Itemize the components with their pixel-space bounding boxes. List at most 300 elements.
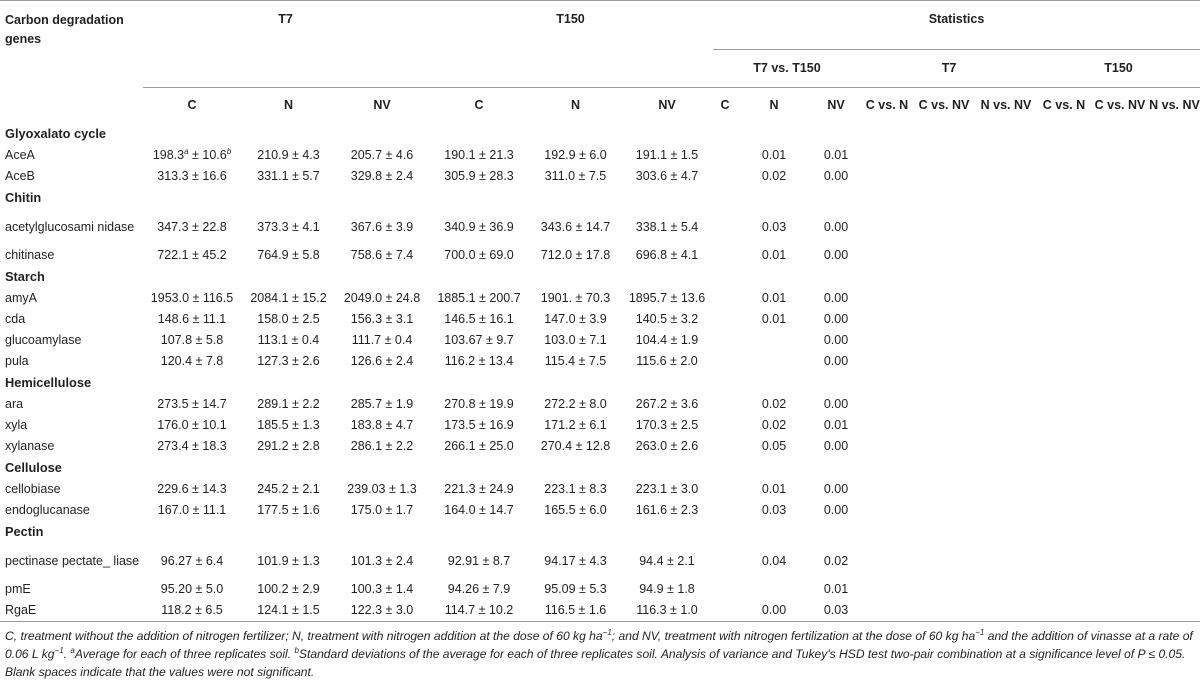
- cell-t150-n: 1901. ± 70.3: [540, 291, 611, 305]
- cell-t150-n: 165.5 ± 6.0: [544, 503, 607, 517]
- cell-t150-nv: 223.1 ± 3.0: [635, 482, 699, 496]
- stat-empty: [1091, 145, 1149, 166]
- cell-t7-n: 101.9 ± 1.3: [257, 553, 320, 568]
- footnote-marker-b: b: [226, 146, 232, 156]
- cell-t150-nv: 338.1 ± 5.4: [635, 219, 699, 234]
- cell-t7-nv: 285.7 ± 1.9: [350, 397, 414, 411]
- cell-t150-n: 147.0 ± 3.9: [544, 312, 607, 326]
- stat-empty: [1091, 479, 1149, 500]
- cell-t7-nv: 329.8 ± 2.4: [350, 169, 414, 183]
- stat-s-c: [713, 145, 737, 166]
- stat-empty: [861, 330, 913, 351]
- table-row: [0, 479, 1200, 500]
- stat-empty: [1037, 394, 1091, 415]
- stat-s-n: 0.01: [761, 312, 787, 326]
- header-t7: T7: [278, 12, 293, 26]
- cell-t150-nv: 116.3 ± 1.0: [636, 603, 698, 617]
- gene-name: pula: [5, 354, 29, 368]
- stat-s-nv: 0.03: [823, 603, 849, 617]
- stat-empty: [1091, 351, 1149, 372]
- stat-empty: [861, 436, 913, 457]
- subheader-t150-c: C: [428, 87, 530, 123]
- table-row: [0, 209, 1200, 245]
- stat-s-c: [713, 579, 737, 600]
- cell-t150-n: 311.0 ± 7.5: [544, 169, 607, 183]
- gene-name: AceB: [5, 169, 35, 183]
- cell-t7-nv: 183.8 ± 4.7: [350, 418, 414, 432]
- stat-empty: [1037, 330, 1091, 351]
- stat-empty: [975, 309, 1037, 330]
- stat-s-nv: 0.00: [823, 169, 849, 183]
- footnote-exponent: −1: [975, 627, 985, 637]
- stat-empty: [861, 166, 913, 187]
- stat-empty: [1149, 500, 1200, 521]
- cell-t150-c: 173.5 ± 16.9: [444, 418, 514, 432]
- cell-t7-c: 96.27 ± 6.4: [160, 553, 224, 568]
- stat-s-n: 0.02: [761, 169, 787, 183]
- cell-t7-n: 113.1 ± 0.4: [257, 333, 320, 347]
- table-row: [0, 500, 1200, 521]
- stat-s-n: 0.03: [761, 219, 787, 234]
- cell-t7-nv: 111.7 ± 0.4: [351, 333, 413, 347]
- gene-name: acetylglucosami nidase: [5, 219, 135, 234]
- cell-t7-c: 176.0 ± 10.1: [157, 418, 227, 432]
- cell-t150-n: 712.0 ± 17.8: [540, 248, 611, 262]
- cell-t7-n: 185.5 ± 1.3: [257, 418, 320, 432]
- stat-empty: [975, 245, 1037, 266]
- stat-s-n: [737, 579, 811, 600]
- stat-empty: [913, 288, 975, 309]
- subheader-t7-nv: NV: [336, 87, 428, 123]
- cell-t150-nv: 104.4 ± 1.9: [635, 333, 699, 347]
- stat-empty: [975, 330, 1037, 351]
- stat-empty: [975, 479, 1037, 500]
- group-title: Chitin: [5, 190, 42, 205]
- stat-empty: [1037, 351, 1091, 372]
- footnote-exponent: −1: [602, 627, 612, 637]
- stat-empty: [1037, 436, 1091, 457]
- stat-empty: [1149, 245, 1200, 266]
- stat-empty: [1037, 309, 1091, 330]
- stat-empty: [861, 543, 913, 579]
- stat-empty: [913, 436, 975, 457]
- cell-t7-n: 158.0 ± 2.5: [257, 312, 320, 326]
- gene-name: endoglucanase: [5, 503, 90, 517]
- cell-t150-nv: 191.1 ± 1.5: [635, 148, 699, 162]
- cell-t7-c: 313.3 ± 16.6: [157, 169, 227, 183]
- stat-empty: [1149, 600, 1200, 622]
- table-body: [0, 1, 1200, 622]
- cell-t7-c: 120.4 ± 7.8: [160, 354, 224, 368]
- cell-t150-nv: 696.8 ± 4.1: [635, 248, 699, 262]
- table-row: [0, 145, 1200, 166]
- cell-t7-n: 245.2 ± 2.1: [257, 482, 320, 496]
- stat-empty: [975, 600, 1037, 622]
- header-stat-t7: T7: [861, 49, 1037, 87]
- cell-t150-c: 92.91 ± 8.7: [447, 553, 511, 568]
- stat-s-nv: 0.01: [823, 582, 849, 596]
- stat-empty: [1149, 543, 1200, 579]
- stat-empty: [1149, 309, 1200, 330]
- gene-name: pectinase pectate_ liase: [5, 553, 140, 568]
- group-title: Starch: [5, 269, 45, 284]
- cell-t150-c: 270.8 ± 19.9: [444, 397, 514, 411]
- cell-t150-nv: 140.5 ± 3.2: [635, 312, 699, 326]
- stat-empty: [1091, 288, 1149, 309]
- table-row: [0, 166, 1200, 187]
- stat-s-c: [713, 330, 737, 351]
- cell-t150-nv: 170.3 ± 2.5: [635, 418, 699, 432]
- stat-empty: [1091, 579, 1149, 600]
- cell-t7-c: 229.6 ± 14.3: [157, 482, 227, 496]
- cell-t150-n: 171.2 ± 6.1: [544, 418, 607, 432]
- footnote-marker-b: b: [294, 645, 299, 655]
- stat-empty: [1091, 309, 1149, 330]
- cell-t150-nv: 115.6 ± 2.0: [636, 354, 698, 368]
- stat-empty: [1037, 415, 1091, 436]
- cell-t150-c: 700.0 ± 69.0: [444, 248, 514, 262]
- stat-empty: [1091, 330, 1149, 351]
- stat-empty: [913, 245, 975, 266]
- gene-name: cda: [5, 312, 26, 326]
- stat-s-n: 0.01: [761, 291, 787, 305]
- cell-t7-nv: 101.3 ± 2.4: [350, 553, 414, 568]
- subheader-stat-t7-c-vs-nv: C vs. NV: [913, 87, 975, 123]
- stat-empty: [913, 579, 975, 600]
- stat-empty: [1037, 600, 1091, 622]
- stat-empty: [1037, 166, 1091, 187]
- table-row: [0, 394, 1200, 415]
- header-t150: T150: [556, 12, 585, 26]
- stat-empty: [1037, 288, 1091, 309]
- cell-t7-n: 373.3 ± 4.1: [257, 219, 320, 234]
- footnote-marker-a: a: [184, 146, 189, 156]
- stat-s-n: 0.04: [761, 553, 787, 568]
- subheader-t150-nv: NV: [621, 87, 713, 123]
- stat-empty: [1091, 436, 1149, 457]
- stat-empty: [975, 543, 1037, 579]
- cell-t7-nv: 100.3 ± 1.4: [350, 582, 414, 596]
- group-title: Hemicellulose: [5, 375, 92, 390]
- cell-t150-n: 223.1 ± 8.3: [544, 482, 607, 496]
- subheader-t7-vs-t150-n: N: [737, 87, 811, 123]
- table-row: [0, 543, 1200, 579]
- stat-empty: [1091, 543, 1149, 579]
- cell-t150-nv: 161.6 ± 2.3: [635, 503, 699, 517]
- stat-s-c: [713, 351, 737, 372]
- cell-t7-n: 177.5 ± 1.6: [257, 503, 320, 517]
- cell-t150-c: 305.9 ± 28.3: [444, 169, 514, 183]
- cell-t7-nv: 126.6 ± 2.4: [350, 354, 414, 368]
- cell-t150-c: 103.67 ± 9.7: [444, 333, 514, 347]
- stat-s-nv: 0.00: [823, 503, 849, 517]
- stat-empty: [861, 500, 913, 521]
- stat-s-nv: 0.00: [823, 248, 849, 262]
- table-row: [0, 309, 1200, 330]
- gene-name: xyla: [5, 418, 28, 432]
- stat-empty: [1149, 415, 1200, 436]
- cell-t7-n: 2084.1 ± 15.2: [250, 291, 327, 305]
- cell-t7-nv: 239.03 ± 1.3: [347, 482, 417, 496]
- header-statistics: Statistics: [928, 12, 985, 26]
- cell-sd: ± 10.6: [188, 148, 227, 162]
- footnote-text: and the addition of vinasse at a rate of 0.06 L kg: [5, 629, 1193, 661]
- stat-empty: [1091, 415, 1149, 436]
- stat-empty: [913, 500, 975, 521]
- table-row: [0, 245, 1200, 266]
- subheader-t7-vs-t150-c: C: [713, 87, 737, 123]
- gene-name: ara: [5, 397, 24, 411]
- gene-name: chitinase: [5, 248, 55, 262]
- cell-t150-nv: 263.0 ± 2.6: [635, 439, 699, 453]
- stat-s-nv: 0.01: [823, 418, 849, 432]
- cell-t7-n: 331.1 ± 5.7: [257, 169, 320, 183]
- cell-t150-n: 272.2 ± 8.0: [544, 397, 607, 411]
- stat-s-n: [737, 330, 811, 351]
- stat-empty: [913, 351, 975, 372]
- gene-name: AceA: [5, 148, 35, 162]
- stat-empty: [861, 600, 913, 622]
- cell-t7-nv: 122.3 ± 3.0: [350, 603, 414, 617]
- cell-t150-nv: 94.9 ± 1.8: [639, 582, 695, 596]
- header-t7-vs-t150: T7 vs. T150: [713, 49, 861, 87]
- cell-t150-c: 221.3 ± 24.9: [444, 482, 514, 496]
- stat-empty: [1091, 209, 1149, 245]
- gene-name: pmE: [5, 582, 31, 596]
- stat-empty: [861, 579, 913, 600]
- stat-empty: [975, 209, 1037, 245]
- cell-t150-c: 116.2 ± 13.4: [444, 354, 514, 368]
- cell-t150-c: 266.1 ± 25.0: [444, 439, 514, 453]
- group-title: Cellulose: [5, 460, 62, 475]
- stat-empty: [1149, 351, 1200, 372]
- stat-empty: [913, 600, 975, 622]
- gene-name: glucoamylase: [5, 333, 82, 347]
- stat-s-c: [713, 209, 737, 245]
- stat-empty: [913, 415, 975, 436]
- stat-empty: [1149, 288, 1200, 309]
- stat-empty: [1091, 245, 1149, 266]
- cell-t7-nv: 2049.0 ± 24.8: [343, 291, 421, 305]
- gene-name: amyA: [5, 291, 37, 305]
- stat-empty: [913, 543, 975, 579]
- stat-empty: [913, 394, 975, 415]
- subheader-t7-c: C: [143, 87, 241, 123]
- stat-empty: [861, 209, 913, 245]
- stat-empty: [975, 415, 1037, 436]
- subheader-stat-t150-c-vs-n: C vs. N: [1037, 87, 1091, 123]
- table-row: [0, 330, 1200, 351]
- stat-s-nv: 0.01: [823, 148, 849, 162]
- stat-empty: [975, 579, 1037, 600]
- stat-s-c: [713, 288, 737, 309]
- stat-empty: [1091, 394, 1149, 415]
- cell-t7-c: 107.8 ± 5.8: [160, 333, 224, 347]
- cell-t7-n: 100.2 ± 2.9: [257, 582, 320, 596]
- stat-empty: [861, 394, 913, 415]
- stat-s-nv: 0.00: [823, 397, 849, 411]
- stat-s-c: [713, 394, 737, 415]
- stat-s-c: [713, 500, 737, 521]
- stat-empty: [975, 166, 1037, 187]
- cell-t150-c: 190.1 ± 21.3: [444, 148, 514, 162]
- stat-empty: [861, 245, 913, 266]
- stat-empty: [1149, 209, 1200, 245]
- cell-t150-n: 343.6 ± 14.7: [540, 219, 611, 234]
- header-stat-t150: T150: [1037, 49, 1200, 87]
- table-row: [0, 579, 1200, 600]
- stat-empty: [1091, 600, 1149, 622]
- stat-empty: [913, 209, 975, 245]
- cell-t150-n: 116.5 ± 1.6: [544, 603, 607, 617]
- cell-t7-n: 291.2 ± 2.8: [257, 439, 320, 453]
- cell-t7-n: 127.3 ± 2.6: [257, 354, 320, 368]
- cell-t7-n: 124.1 ± 1.5: [257, 603, 320, 617]
- footnote-text: C, treatment without the addition of nitrogen fertilizer; N, treatment with nitrogen addition at the dose of 60 kg ha: [5, 629, 603, 643]
- cell-t7-c: 722.1 ± 45.2: [157, 248, 227, 262]
- stat-s-n: 0.00: [761, 603, 787, 617]
- cell-t7-c: 95.20 ± 5.0: [160, 582, 224, 596]
- cell-mean: 198.3: [152, 148, 185, 162]
- stat-s-c: [713, 245, 737, 266]
- subheader-t150-n: N: [530, 87, 621, 123]
- stat-s-n: 0.01: [761, 248, 787, 262]
- stat-s-n: 0.05: [761, 439, 787, 453]
- stat-s-nv: 0.02: [823, 553, 849, 568]
- cell-t7-n: 289.1 ± 2.2: [257, 397, 320, 411]
- stat-s-nv: 0.00: [823, 482, 849, 496]
- cell-t7-c: 273.4 ± 18.3: [157, 439, 227, 453]
- gene-name: RgaE: [5, 603, 37, 617]
- stat-empty: [913, 330, 975, 351]
- stat-s-n: 0.02: [761, 397, 787, 411]
- stat-s-nv: 0.00: [823, 333, 849, 347]
- cell-t150-c: 1885.1 ± 200.7: [437, 291, 521, 305]
- cell-t150-n: 115.4 ± 7.5: [544, 354, 607, 368]
- stat-s-c: [713, 600, 737, 622]
- cell-t150-c: 340.9 ± 36.9: [444, 219, 514, 234]
- stat-empty: [1037, 145, 1091, 166]
- stat-empty: [913, 166, 975, 187]
- cell-t7-nv: 175.0 ± 1.7: [350, 503, 414, 517]
- stat-empty: [1037, 500, 1091, 521]
- stat-empty: [1149, 436, 1200, 457]
- cell-t150-nv: 1895.7 ± 13.6: [628, 291, 706, 305]
- stat-empty: [975, 394, 1037, 415]
- stat-s-n: 0.03: [761, 503, 787, 517]
- stat-empty: [1149, 330, 1200, 351]
- subheader-stat-t7-n-vs-nv: N vs. NV: [975, 87, 1037, 123]
- cell-t150-n: 103.0 ± 7.1: [544, 333, 607, 347]
- subheader-stat-t150-n-vs-nv: N vs. NV: [1149, 87, 1200, 123]
- stat-empty: [913, 309, 975, 330]
- stat-s-c: [713, 415, 737, 436]
- stat-s-c: [713, 479, 737, 500]
- stat-empty: [1149, 145, 1200, 166]
- cell-t7-n: 764.9 ± 5.8: [257, 248, 320, 262]
- stat-empty: [975, 351, 1037, 372]
- subheader-t7-n: N: [241, 87, 336, 123]
- gene-name: xylanase: [5, 439, 55, 453]
- cell-t7-c: 347.3 ± 22.8: [157, 219, 227, 234]
- subheader-stat-t7-c-vs-n: C vs. N: [861, 87, 913, 123]
- stat-s-c: [713, 436, 737, 457]
- cell-t150-nv: 94.4 ± 2.1: [639, 553, 695, 568]
- footnote-text: .: [63, 647, 71, 661]
- stat-empty: [1037, 479, 1091, 500]
- cell-t7-nv: 286.1 ± 2.2: [350, 439, 414, 453]
- stat-s-nv: 0.00: [823, 312, 849, 326]
- stat-empty: [1037, 245, 1091, 266]
- stat-empty: [861, 415, 913, 436]
- stat-empty: [1037, 209, 1091, 245]
- cell-t7-c: [143, 145, 241, 166]
- table-row: [0, 288, 1200, 309]
- cell-t7-nv: 156.3 ± 3.1: [350, 312, 414, 326]
- footnote-exponent: −1: [54, 645, 64, 655]
- cell-t150-c: 146.5 ± 16.1: [444, 312, 514, 326]
- footnote-text: Average for each of three replicates soil.: [74, 647, 295, 661]
- cell-t7-nv: 367.6 ± 3.9: [350, 219, 414, 234]
- cell-t150-n: 95.09 ± 5.3: [544, 582, 607, 596]
- subheader-stat-t150-c-vs-nv: C vs. NV: [1091, 87, 1149, 123]
- stat-s-nv: 0.00: [823, 439, 849, 453]
- cell-t7-c: 118.2 ± 6.5: [161, 603, 223, 617]
- table-row: [0, 351, 1200, 372]
- stat-empty: [861, 288, 913, 309]
- stat-s-c: [713, 166, 737, 187]
- table-row: [0, 600, 1200, 622]
- stat-empty: [1149, 479, 1200, 500]
- subheader-t7-vs-t150-nv: NV: [811, 87, 861, 123]
- stat-empty: [861, 479, 913, 500]
- stat-s-nv: 0.00: [823, 219, 849, 234]
- stat-s-n: 0.01: [761, 482, 787, 496]
- table-row: [0, 436, 1200, 457]
- stat-empty: [861, 351, 913, 372]
- header-gene: Carbon degradation genes: [5, 13, 124, 46]
- stat-empty: [861, 309, 913, 330]
- stat-empty: [975, 436, 1037, 457]
- subheader-blank: [0, 87, 143, 123]
- gene-name: cellobiase: [5, 482, 61, 496]
- stat-empty: [1149, 394, 1200, 415]
- stat-empty: [1091, 500, 1149, 521]
- stat-empty: [1091, 166, 1149, 187]
- stat-empty: [975, 500, 1037, 521]
- cell-t150-n: 192.9 ± 6.0: [544, 148, 607, 162]
- stat-empty: [913, 479, 975, 500]
- cell-t7-c: 148.6 ± 11.1: [157, 312, 227, 326]
- group-title: Pectin: [5, 524, 44, 539]
- footnote-text: ; and NV, treatment with nitrogen fertilization at the dose of 60 kg ha: [611, 629, 976, 643]
- stat-empty: [1149, 166, 1200, 187]
- table-footnote: [5, 627, 1195, 681]
- stat-s-n: 0.02: [761, 418, 787, 432]
- stat-s-nv: 0.00: [823, 291, 849, 305]
- cell-t150-nv: 303.6 ± 4.7: [635, 169, 699, 183]
- cell-t7-c: 273.5 ± 14.7: [157, 397, 227, 411]
- cell-t150-n: 94.17 ± 4.3: [544, 553, 607, 568]
- stat-empty: [861, 145, 913, 166]
- stat-s-nv: 0.00: [823, 354, 849, 368]
- cell-t150-c: 164.0 ± 14.7: [444, 503, 514, 517]
- footnote-marker-a: a: [70, 645, 75, 655]
- cell-t7-nv: 205.7 ± 4.6: [350, 148, 414, 162]
- table-row: [0, 415, 1200, 436]
- stat-s-c: [713, 309, 737, 330]
- stat-s-n: 0.01: [761, 148, 787, 162]
